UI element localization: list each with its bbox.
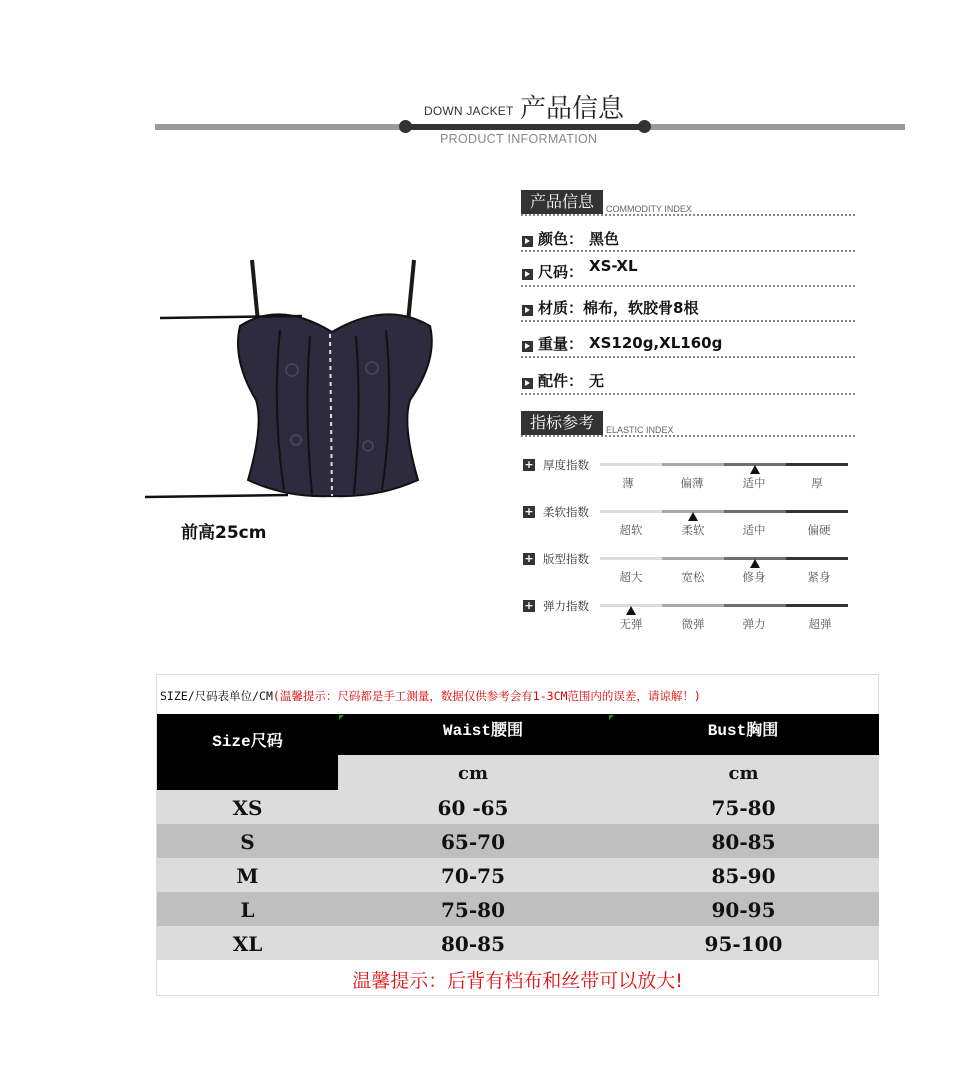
green-corner-mark: [609, 715, 614, 720]
scale-bar-fit: [600, 557, 848, 560]
plus-icon: +: [524, 599, 534, 612]
size-table-title: SIZE/尺码表单位/CM(温馨提示：尺码都是手工测量，数据仅供参考会有1-3CM范围内的误差，请谅解！): [160, 689, 701, 703]
info-row-size: 尺码： XS-XL: [522, 259, 638, 283]
dotted-divider: [521, 285, 855, 287]
dotted-divider: [521, 320, 855, 322]
scale-marker-thickness: [750, 465, 760, 474]
header-dot-right: [638, 120, 651, 133]
scale-tick: 修身: [742, 570, 766, 584]
header-divider-right: [645, 124, 905, 130]
green-corner-mark: [339, 715, 344, 720]
dotted-divider: [521, 356, 855, 358]
plus-icon: +: [524, 505, 534, 518]
scale-name-softness: 柔软指数: [543, 505, 589, 519]
scale-name-elasticity: 弹力指数: [543, 599, 589, 613]
bust-column-header: Bust胸围: [707, 722, 779, 740]
scale-name-fit: 版型指数: [543, 552, 589, 566]
scale-tick: 超大: [619, 570, 643, 584]
arrow-bullet-icon: [522, 305, 533, 316]
plus-icon: +: [524, 458, 534, 471]
arrow-bullet-icon: [522, 269, 533, 280]
arrow-bullet-icon: [522, 341, 533, 352]
scale-bar-softness: [600, 510, 848, 513]
plus-icon: +: [524, 552, 534, 565]
scale-marker-elasticity: [626, 606, 636, 615]
info-row-color: 颜色： 黑色: [522, 226, 619, 250]
scale-tick: 无弹: [619, 617, 643, 631]
scale-tick: 宽松: [681, 570, 705, 584]
bust-unit: cm: [728, 763, 759, 784]
corset-product-image: [140, 250, 440, 510]
scale-name-thickness: 厚度指数: [543, 458, 589, 472]
scale-tick: 弹力: [742, 617, 766, 631]
scale-bar-thickness: [600, 463, 848, 466]
scale-tick: 薄: [622, 476, 634, 490]
size-table-footer-note: 温馨提示：后背有档布和丝带可以放大!: [352, 970, 683, 992]
header-title: 产品信息: [520, 94, 625, 124]
scale-tick: 紧身: [807, 570, 831, 584]
scale-tick: 超软: [619, 523, 643, 537]
header-dot-left: [399, 120, 412, 133]
scale-tick: 适中: [742, 476, 766, 490]
scale-tick: 偏硬: [807, 523, 831, 537]
commodity-section-header: [521, 190, 692, 214]
dotted-divider: [521, 393, 855, 395]
scale-marker-softness: [688, 512, 698, 521]
elastic-section-label: 指标参考: [521, 411, 603, 435]
arrow-bullet-icon: [522, 378, 533, 389]
measure-header-bar: [338, 714, 879, 755]
commodity-section-label: 产品信息: [521, 190, 603, 214]
commodity-section-en: COMMODITY INDEX: [606, 204, 692, 214]
header-divider-left: [155, 124, 405, 130]
scale-tick: 偏薄: [680, 476, 704, 490]
dotted-divider: [521, 214, 855, 216]
waist-unit: cm: [457, 763, 488, 784]
scale-tick: 厚: [811, 476, 823, 490]
waist-column-header: Waist腰围: [442, 722, 523, 740]
scale-tick: 超弹: [808, 617, 832, 631]
size-column-header: Size尺码: [157, 714, 338, 790]
dotted-divider: [521, 435, 855, 437]
elastic-section-en: ELASTIC INDEX: [606, 425, 674, 435]
scale-marker-fit: [750, 559, 760, 568]
info-row-weight: 重量： XS120g,XL160g: [522, 331, 722, 355]
scale-bar-elasticity: [600, 604, 848, 607]
scale-tick: 微弹: [681, 617, 705, 631]
arrow-bullet-icon: [522, 236, 533, 247]
elastic-section-header: [521, 411, 674, 435]
info-row-accessories: 配件： 无: [522, 368, 604, 392]
front-height-label: 前高25cm: [181, 523, 267, 543]
scale-tick: 适中: [742, 523, 766, 537]
dotted-divider: [521, 250, 855, 252]
header-en-label: DOWN JACKET: [424, 104, 514, 118]
scale-tick: 柔软: [681, 523, 705, 537]
header-subtitle: PRODUCT INFORMATION: [440, 132, 598, 146]
info-row-material: 材质： 棉布，软胶骨8根: [522, 295, 698, 319]
